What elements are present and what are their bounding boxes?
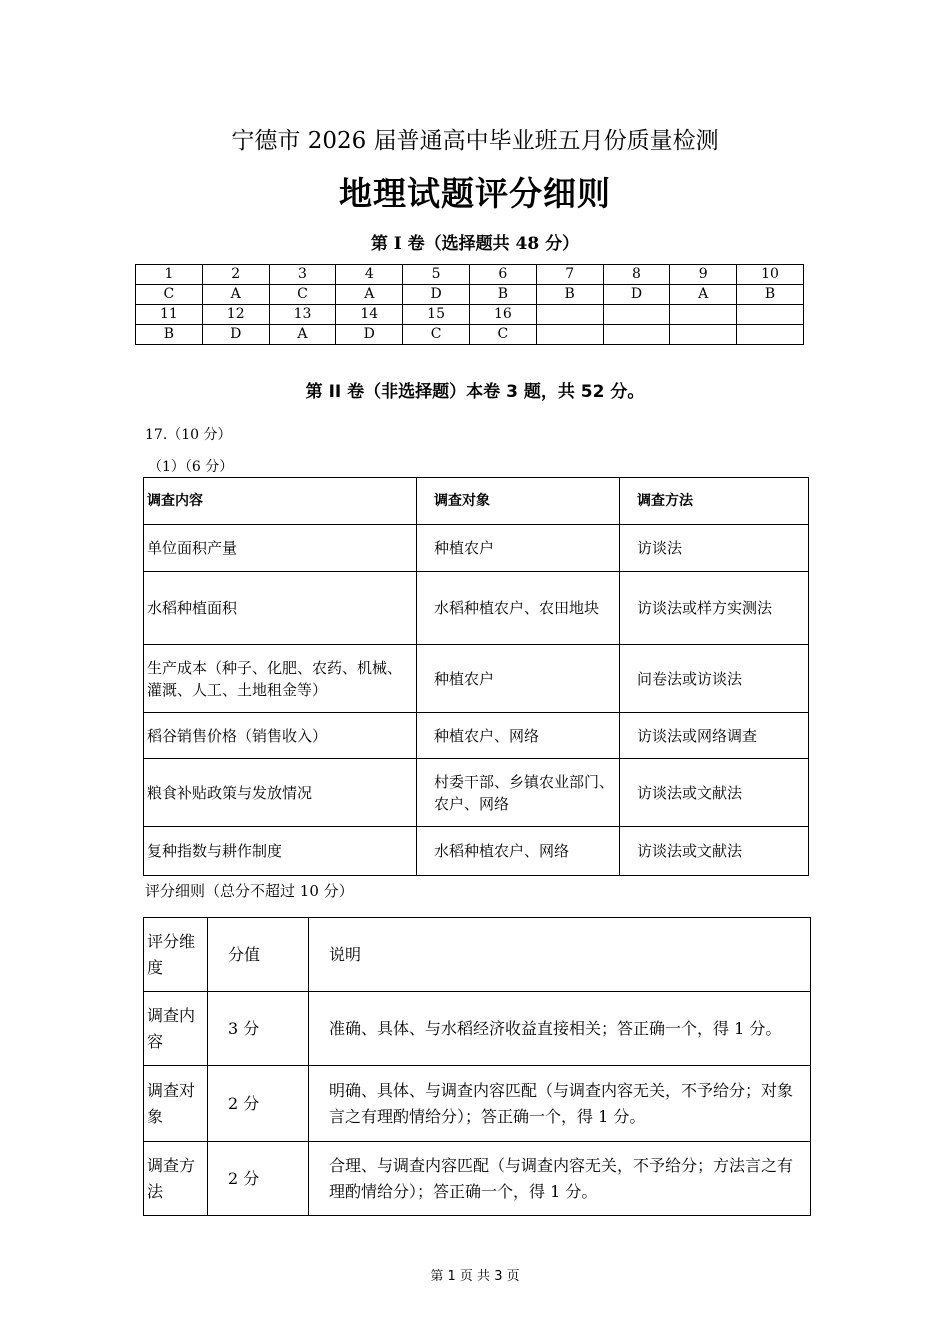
- survey-method: 访谈法或文献法: [620, 759, 809, 827]
- scoring-value: 2 分: [208, 1066, 309, 1142]
- empty-cell: [603, 305, 670, 325]
- question-number: 8: [603, 265, 670, 285]
- table-row: [144, 1142, 811, 1216]
- survey-content: 复种指数与耕作制度: [144, 827, 417, 876]
- question-number: 15: [403, 305, 470, 325]
- table-row: [144, 992, 811, 1066]
- table-row: [144, 645, 809, 713]
- survey-target: 种植农户: [417, 525, 620, 572]
- exam-title: 宁德市 2026 届普通高中毕业班五月份质量检测: [231, 128, 719, 154]
- part-2-heading: 第 II 卷（非选择题）本卷 3 题，共 52 分。: [305, 382, 645, 402]
- answer-letter: C: [469, 325, 536, 345]
- survey-content: 水稻种植面积: [144, 572, 417, 645]
- scoring-value: 3 分: [208, 992, 309, 1066]
- header-description: 说明: [309, 918, 811, 992]
- answer-letter-row: [136, 285, 804, 305]
- survey-content: 稻谷销售价格（销售收入）: [144, 713, 417, 759]
- survey-target: 种植农户、网络: [417, 713, 620, 759]
- answer-letter-row: [136, 325, 804, 345]
- scoring-value: 2 分: [208, 1142, 309, 1216]
- survey-method: 访谈法或文献法: [620, 827, 809, 876]
- document-title: 地理试题评分细则: [339, 174, 611, 213]
- survey-method: 访谈法: [620, 525, 809, 572]
- header-target: 调查对象: [417, 478, 620, 525]
- survey-target: 种植农户: [417, 645, 620, 713]
- question-number: 3: [269, 265, 336, 285]
- answer-number-row: [136, 305, 804, 325]
- question-number: 2: [202, 265, 269, 285]
- answer-letter: B: [737, 285, 804, 305]
- header-content: 调查内容: [144, 478, 417, 525]
- answer-letter: B: [469, 285, 536, 305]
- answer-letter: A: [336, 285, 403, 305]
- answer-letter: A: [670, 285, 737, 305]
- answer-letter: B: [536, 285, 603, 305]
- survey-table: [143, 477, 809, 876]
- question-17-label: 17.（10 分）: [145, 427, 232, 443]
- table-row: [144, 827, 809, 876]
- survey-method: 问卷法或访谈法: [620, 645, 809, 713]
- header-dimension: 评分维度: [144, 918, 208, 992]
- subquestion-label: （1）（6 分）: [148, 459, 234, 475]
- question-number: 4: [336, 265, 403, 285]
- empty-cell: [603, 325, 670, 345]
- empty-cell: [737, 325, 804, 345]
- question-number: 11: [136, 305, 203, 325]
- empty-cell: [737, 305, 804, 325]
- answer-letter: D: [603, 285, 670, 305]
- question-number: 9: [670, 265, 737, 285]
- survey-content: 单位面积产量: [144, 525, 417, 572]
- empty-cell: [670, 325, 737, 345]
- survey-target: 水稻种植农户、农田地块: [417, 572, 620, 645]
- answer-number-row: [136, 265, 804, 285]
- answer-key-table: [135, 264, 804, 345]
- question-number: 5: [403, 265, 470, 285]
- empty-cell: [536, 305, 603, 325]
- question-number: 7: [536, 265, 603, 285]
- survey-content: 生产成本（种子、化肥、农药、机械、灌溉、人工、土地租金等）: [144, 645, 417, 713]
- scoring-description: 合理、与调查内容匹配（与调查内容无关，不予给分；方法言之有理酌情给分）；答正确一个，得 1 分。: [309, 1142, 811, 1216]
- table-row: [144, 759, 809, 827]
- question-number: 13: [269, 305, 336, 325]
- answer-letter: A: [202, 285, 269, 305]
- question-number: 10: [737, 265, 804, 285]
- scoring-note: 评分细则（总分不超过 10 分）: [145, 882, 354, 900]
- scoring-dimension: 调查对象: [144, 1066, 208, 1142]
- question-number: 1: [136, 265, 203, 285]
- scoring-description: 明确、具体、与调查内容匹配（与调查内容无关，不予给分；对象言之有理酌情给分）；答正确一个，得 1 分。: [309, 1066, 811, 1142]
- question-number: 6: [469, 265, 536, 285]
- answer-letter: D: [403, 285, 470, 305]
- scoring-dimension: 调查内容: [144, 992, 208, 1066]
- survey-target: 村委干部、乡镇农业部门、农户、网络: [417, 759, 620, 827]
- scoring-description: 准确、具体、与水稻经济收益直接相关；答正确一个，得 1 分。: [309, 992, 811, 1066]
- header-score: 分值: [208, 918, 309, 992]
- survey-target: 水稻种植农户、网络: [417, 827, 620, 876]
- question-number: 16: [469, 305, 536, 325]
- scoring-dimension: 调查方法: [144, 1142, 208, 1216]
- empty-cell: [536, 325, 603, 345]
- survey-method: 访谈法或样方实测法: [620, 572, 809, 645]
- answer-letter: D: [202, 325, 269, 345]
- empty-cell: [670, 305, 737, 325]
- scoring-table: [143, 917, 811, 1216]
- header-method: 调查方法: [620, 478, 809, 525]
- answer-letter: C: [403, 325, 470, 345]
- answer-letter: B: [136, 325, 203, 345]
- answer-letter: C: [269, 285, 336, 305]
- question-number: 14: [336, 305, 403, 325]
- question-number: 12: [202, 305, 269, 325]
- survey-method: 访谈法或网络调查: [620, 713, 809, 759]
- answer-letter: D: [336, 325, 403, 345]
- table-row: [144, 1066, 811, 1142]
- page-footer: 第 1 页 共 3 页: [430, 1269, 520, 1284]
- answer-letter: A: [269, 325, 336, 345]
- scoring-header-row: [144, 918, 811, 992]
- survey-header-row: [144, 478, 809, 525]
- table-row: [144, 525, 809, 572]
- table-row: [144, 713, 809, 759]
- survey-content: 粮食补贴政策与发放情况: [144, 759, 417, 827]
- part-1-heading: 第 I 卷（选择题共 48 分）: [370, 234, 580, 254]
- table-row: [144, 572, 809, 645]
- answer-letter: C: [136, 285, 203, 305]
